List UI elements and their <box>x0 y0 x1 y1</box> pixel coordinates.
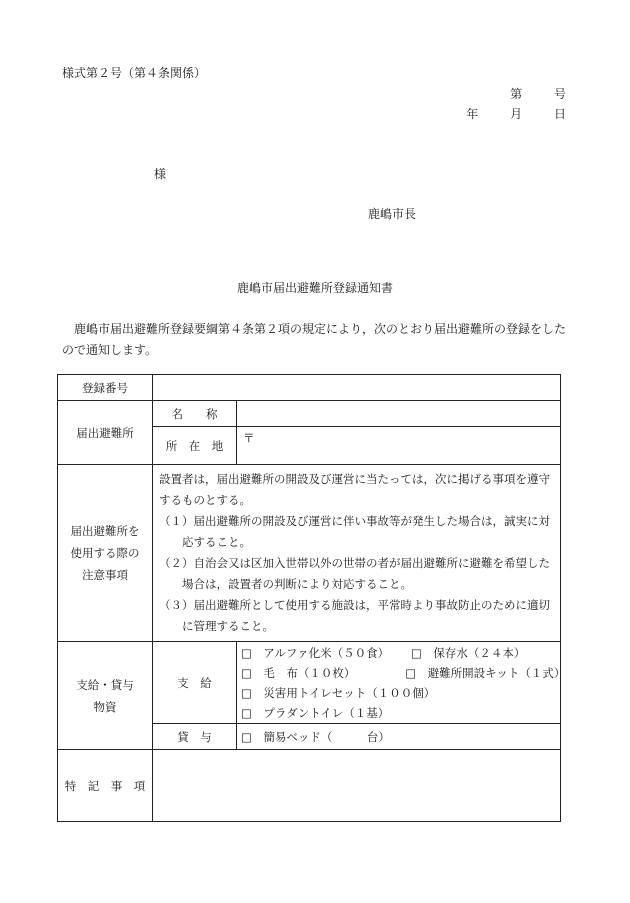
row-notes <box>58 465 561 642</box>
shelter-label: 届出避難所 <box>58 401 153 465</box>
intro-text: 鹿嶋市届出避難所登録要綱第４条第２項の規定により，次のとおり届出避難所の登録をしたので通知します。 <box>62 322 567 357</box>
row-registration-number <box>58 375 561 401</box>
supply-kind-label: 支 給 <box>153 642 237 724</box>
form-code: 様式第２号（第４条関係） <box>62 66 207 80</box>
supply-row-3 <box>241 683 560 703</box>
name-label: 名 称 <box>153 401 237 427</box>
notes-lead: 設置者は，届出避難所の開設及び運営に当たっては，次に掲げる事項を遵守するものとする。 <box>159 472 550 507</box>
loan-items <box>237 724 561 750</box>
location-label: 所 在 地 <box>153 427 237 465</box>
notes-label-line-2: 使用する際の <box>70 546 140 560</box>
supply-item-water[interactable]: □ 保存水（２４本） <box>411 645 526 660</box>
supply-item-toilet-set[interactable]: □ 災害用トイレセット（１００個） <box>241 685 436 700</box>
number-prefix: 第 <box>510 87 523 101</box>
reg-number-label: 登録番号 <box>58 375 153 401</box>
number-suffix: 号 <box>553 87 566 101</box>
remarks-value[interactable] <box>153 750 561 822</box>
supply-item-blanket[interactable]: □ 毛 布（１０枚） <box>241 665 356 680</box>
notes-item-1: （１）届出避難所の開設及び運営に伴い事故等が発生した場合は，誠実に対応すること。 <box>159 514 550 549</box>
supply-items <box>237 642 566 724</box>
notes-content <box>153 465 561 642</box>
supply-label <box>58 642 153 750</box>
loan-item-bed[interactable]: □ 簡易ベッド（ 台） <box>241 729 390 744</box>
issuer: 鹿嶋市長 <box>368 207 417 221</box>
location-value: 〒 <box>237 427 561 465</box>
issue-date-line <box>466 105 566 122</box>
notes-item-3: （３）届出避難所として使用する施設は，平常時より事故防止のために適切に管理すること。 <box>159 598 550 633</box>
registration-table <box>57 374 566 822</box>
notes-label-line-3: 注意事項 <box>82 568 128 582</box>
reg-number-value <box>153 375 561 401</box>
row-supply <box>58 642 561 724</box>
name-value <box>237 401 561 427</box>
row-shelter-name <box>58 401 561 427</box>
date-day: 日 <box>553 107 566 121</box>
loan-kind-label: 貸 与 <box>153 724 237 750</box>
supply-item-kit[interactable]: □ 避難所開設キット（１式） <box>405 665 566 680</box>
intro-paragraph <box>62 319 568 361</box>
supply-row-1 <box>241 643 560 663</box>
addressee: 様 <box>154 167 167 181</box>
date-year: 年 <box>466 107 479 121</box>
supply-row-2 <box>241 663 566 683</box>
document-number-line <box>510 85 566 102</box>
supply-item-rice[interactable]: □ アルファ化米（５０食） <box>241 645 390 660</box>
supply-label-line-2: 物資 <box>93 699 117 714</box>
notes-item-2: （２）自治会又は区加入世帯以外の世帯の者が届出避難所に避難を希望した場合は，設置者の判断により対応すること。 <box>159 556 550 591</box>
date-month: 月 <box>510 107 523 121</box>
row-remarks <box>58 750 561 822</box>
document-title: 鹿嶋市届出避難所登録通知書 <box>236 281 393 295</box>
supply-row-4 <box>241 703 560 723</box>
supply-label-line-1: 支給・貸与 <box>76 677 134 692</box>
notes-label <box>58 465 153 642</box>
remarks-label: 特 記 事 項 <box>58 750 153 822</box>
notes-label-line-1: 届出避難所を <box>70 524 140 538</box>
supply-item-plastic-toilet[interactable]: □ プラダントイレ（１基） <box>241 705 390 720</box>
